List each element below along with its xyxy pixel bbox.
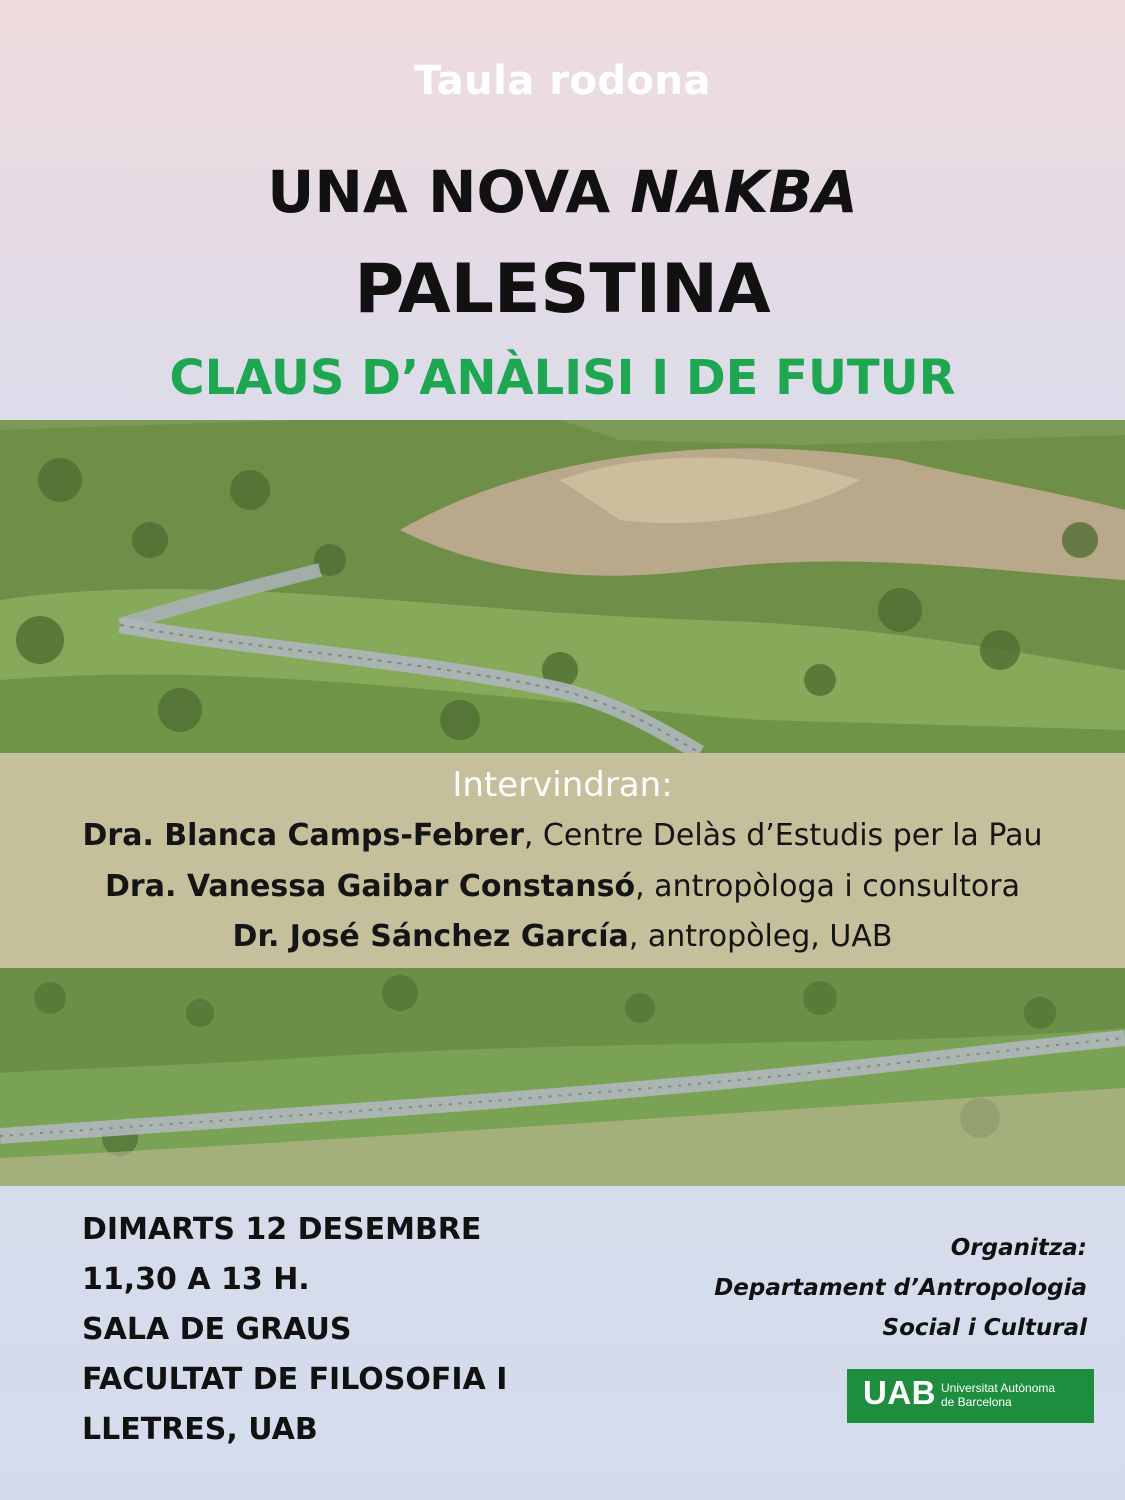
event-time: 11,30 A 13 H.: [82, 1262, 310, 1297]
event-venue-line-1: FACULTAT DE FILOSOFIA I: [82, 1362, 508, 1397]
subtitle: CLAUS D’ANÀLISI I DE FUTUR: [169, 350, 956, 406]
event-date: DIMARTS 12 DESEMBRE: [82, 1212, 482, 1247]
poster-header: [0, 0, 1125, 420]
speaker-affiliation: , Centre Delàs d’Estudis per la Pau: [523, 818, 1043, 853]
organizer-block: [567, 1228, 1087, 1348]
organizer-line-2: Social i Cultural: [882, 1315, 1087, 1341]
landscape-photo-bottom: [0, 968, 1125, 1186]
speaker-line: [0, 818, 1125, 853]
event-room: SALA DE GRAUS: [82, 1312, 352, 1347]
uab-logo: [847, 1369, 1094, 1423]
speakers-panel: [0, 753, 1125, 968]
event-type: Taula rodona: [413, 58, 711, 104]
speaker-name: Dra. Vanessa Gaibar Constansó: [105, 869, 636, 904]
title-line-1: [0, 158, 1125, 226]
uab-logo-mark: UAB: [863, 1374, 936, 1411]
uab-logo-text: [941, 1381, 1055, 1409]
speaker-name: Dra. Blanca Camps-Febrer: [82, 818, 524, 853]
organizer-label: Organitza:: [950, 1235, 1087, 1261]
title-emphasis: NAKBA: [630, 158, 858, 226]
speakers-label: Intervindran:: [452, 765, 673, 805]
speaker-line: [0, 869, 1125, 904]
event-venue-line-2: LLETRES, UAB: [82, 1412, 318, 1447]
speaker-name: Dr. José Sánchez García: [232, 919, 629, 954]
event-details: [82, 1205, 602, 1455]
speaker-affiliation: , antropòloga i consultora: [635, 869, 1020, 904]
uab-logo-text-line-2: de Barcelona: [941, 1395, 1012, 1409]
organizer-line-1: Departament d’Antropologia: [714, 1275, 1087, 1301]
speaker-affiliation: , antropòleg, UAB: [628, 919, 893, 954]
landscape-photo-top: [0, 420, 1125, 753]
speaker-line: [0, 919, 1125, 954]
title-prefix: UNA NOVA: [267, 158, 631, 226]
title-line-2: PALESTINA: [354, 250, 771, 329]
uab-logo-text-line-1: Universitat Autònoma: [941, 1381, 1056, 1395]
